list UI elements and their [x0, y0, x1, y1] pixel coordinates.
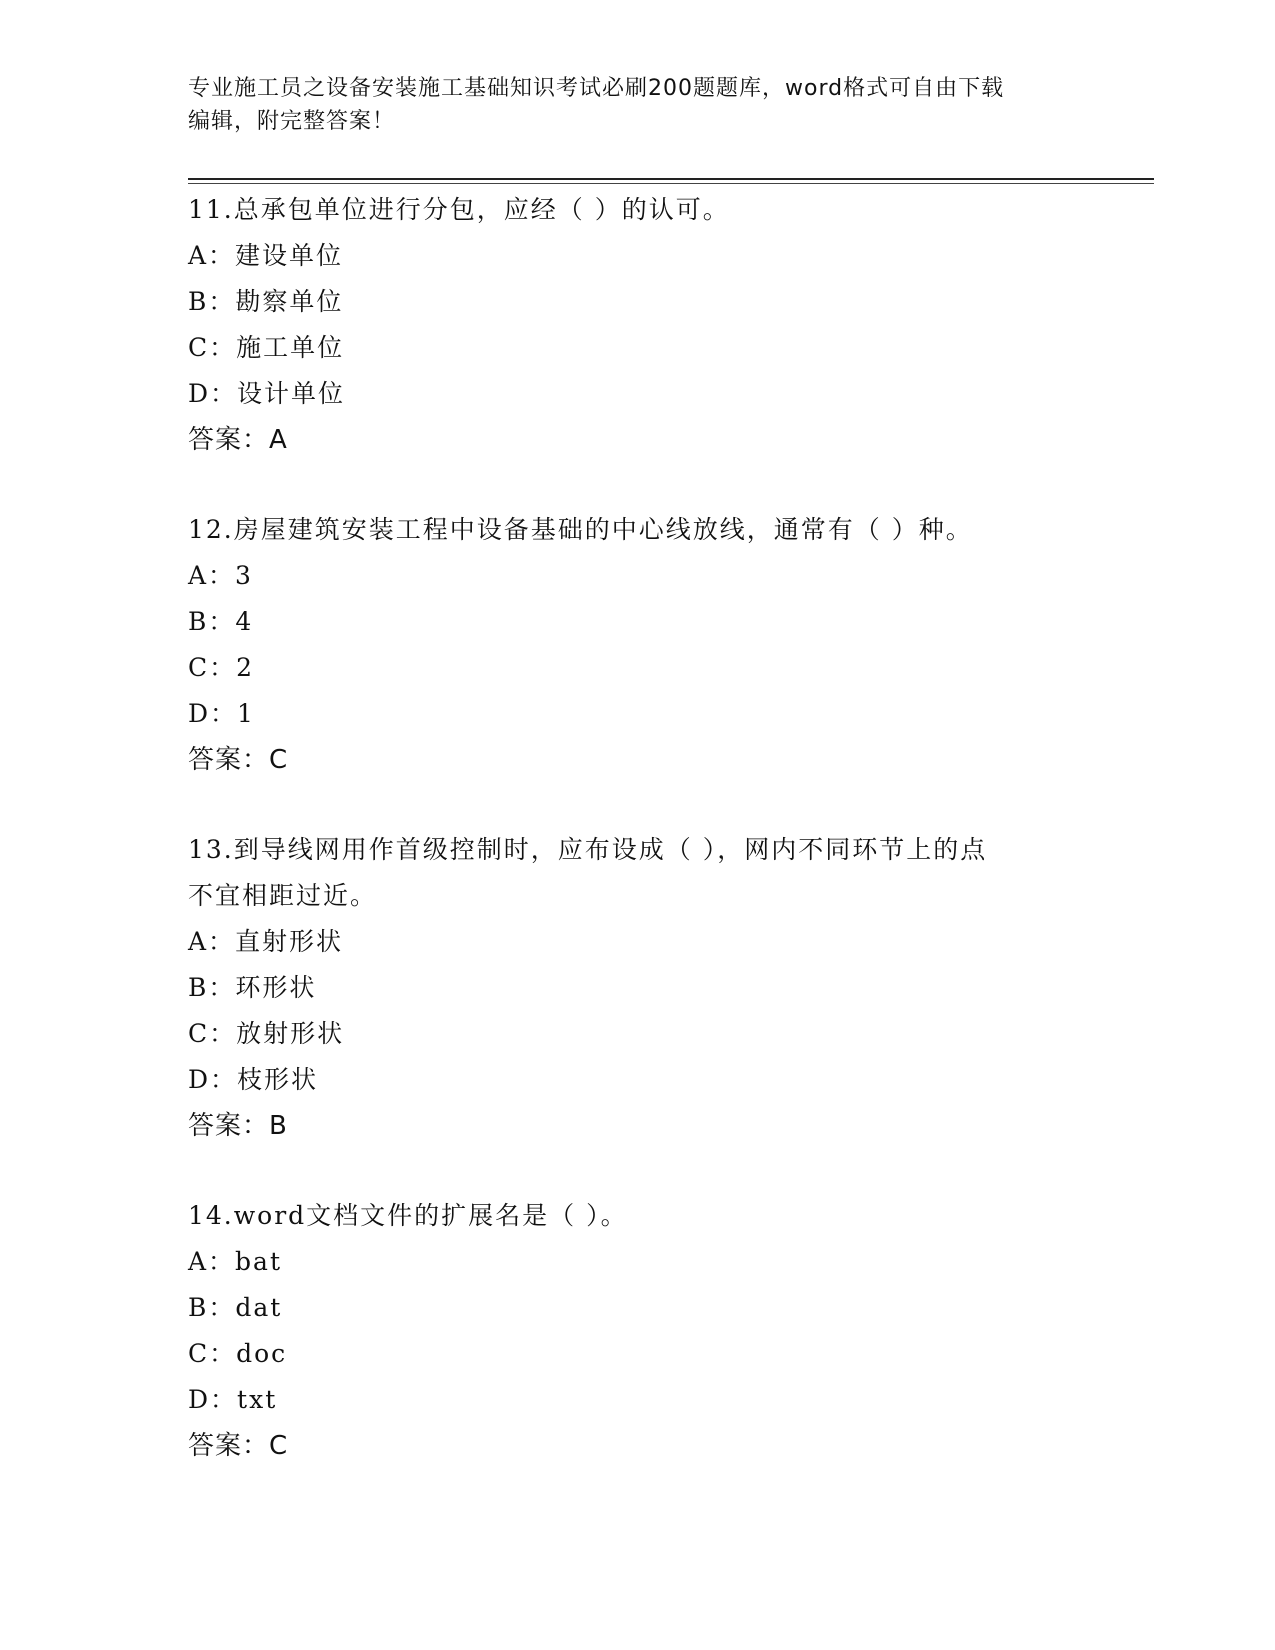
question-stem: 11.总承包单位进行分包，应经（ ）的认可。: [188, 195, 730, 224]
option-b: B：4: [188, 607, 254, 636]
question-stem-continued: 不宜相距过近。: [188, 881, 378, 910]
option-d: D：1: [188, 699, 255, 728]
header-divider-thick: [188, 178, 1154, 180]
question-12: [188, 507, 1088, 783]
question-list: [188, 187, 1088, 1513]
option-b: B：dat: [188, 1293, 283, 1322]
header-line-1: 专业施工员之设备安装施工基础知识考试必刷200题题库，word格式可自由下载: [188, 76, 1005, 101]
question-stem: 13.到导线网用作首级控制时，应布设成（ ），网内不同环节上的点: [188, 835, 988, 864]
option-b: B：勘察单位: [188, 287, 344, 316]
answer-line: 答案：C: [188, 745, 289, 775]
option-b: B：环形状: [188, 973, 317, 1002]
answer-line: 答案：C: [188, 1431, 289, 1461]
option-a: A：bat: [188, 1247, 283, 1276]
question-stem: 14.word文档文件的扩展名是（ ）。: [188, 1201, 628, 1230]
option-d: D：txt: [188, 1385, 278, 1414]
option-c: C：doc: [188, 1339, 288, 1368]
answer-line: 答案：B: [188, 1111, 288, 1141]
question-stem: 12.房屋建筑安装工程中设备基础的中心线放线，通常有（ ）种。: [188, 515, 973, 544]
header-line-2: 编辑，附完整答案！: [188, 109, 396, 134]
option-d: D：枝形状: [188, 1065, 319, 1094]
question-13: [188, 827, 1088, 1149]
option-c: C：放射形状: [188, 1019, 345, 1048]
document-header: [188, 72, 1088, 138]
option-a: A：建设单位: [188, 241, 344, 270]
option-c: C：2: [188, 653, 255, 682]
option-c: C：施工单位: [188, 333, 345, 362]
option-a: A：3: [188, 561, 253, 590]
option-d: D：设计单位: [188, 379, 346, 408]
question-11: [188, 187, 1088, 463]
question-14: [188, 1193, 1088, 1469]
answer-line: 答案：A: [188, 425, 288, 455]
option-a: A：直射形状: [188, 927, 344, 956]
header-divider-thin: [188, 183, 1154, 184]
